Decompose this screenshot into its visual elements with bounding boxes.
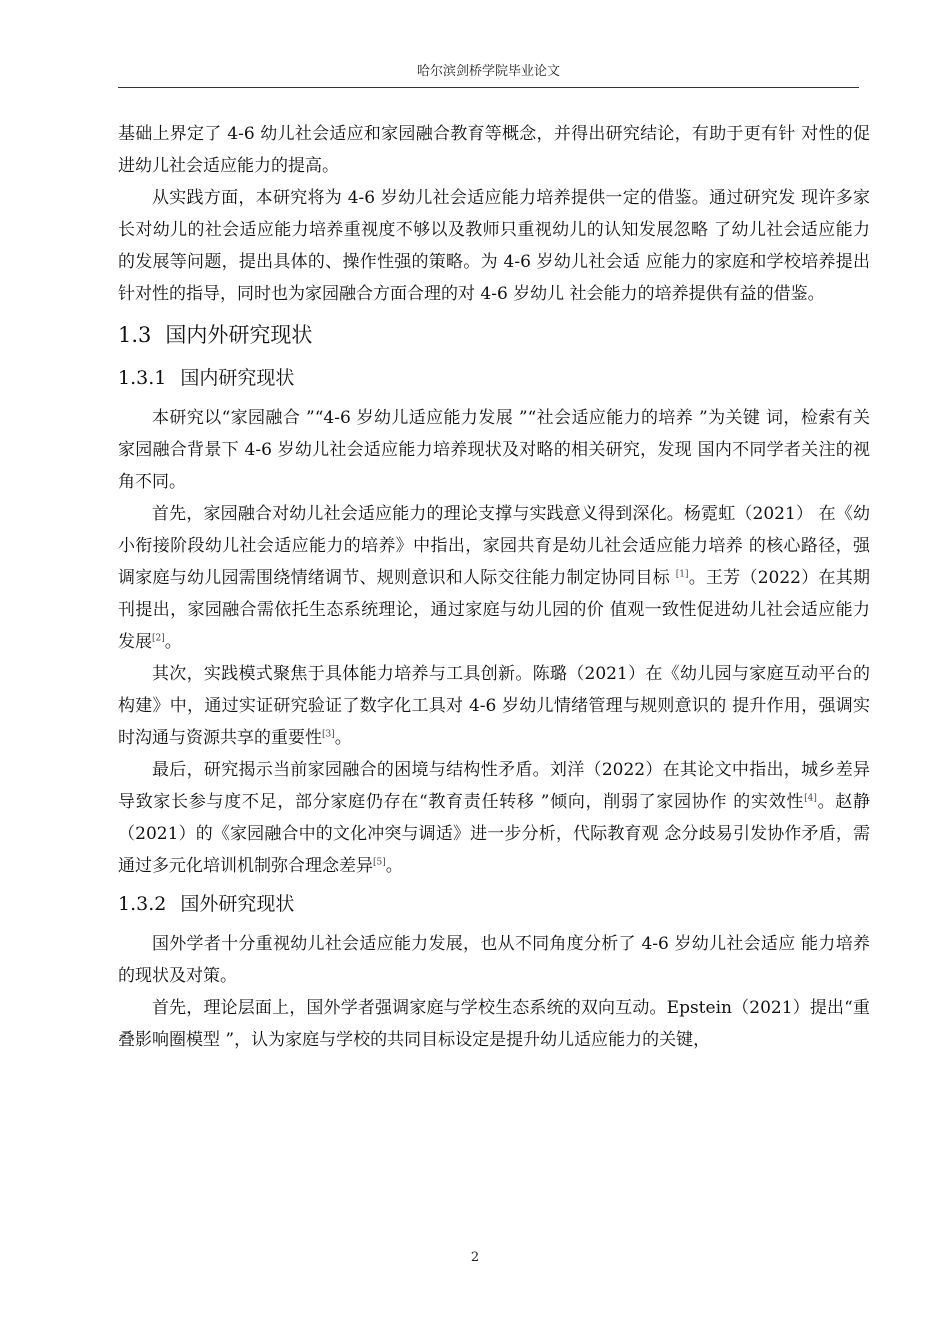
paragraph-text: 。 (385, 856, 403, 876)
section-heading-1-3 (118, 318, 870, 352)
paragraph-foreign-theory: 首先，理论层面上，国外学者强调家庭与学校生态系统的双向互动。Epstein（2021）提出“重叠影响圈模型 ”，认为家庭与学校的共同目标设定是提升幼儿适应能力的关键， (118, 998, 870, 1050)
paragraph-text: 最后，研究揭示当前家园融合的困境与结构性矛盾。刘洋（2022）在其论文中指出，城乡差异导致家长参与度不足，部分家庭仍存在“教育责任转移 ”倾向，削弱了家园协作 的实效性 (118, 760, 870, 812)
section-title: 国内外研究现状 (165, 323, 313, 347)
paragraph-text: 。 (164, 632, 182, 652)
subsection-title: 国内研究现状 (180, 367, 295, 389)
section-number: 1.3 (118, 323, 152, 347)
paragraph-domestic-practice (118, 658, 870, 754)
subsection-heading-1-3-1 (118, 362, 870, 394)
subsection-title: 国外研究现状 (180, 893, 295, 915)
paragraph-text: 。 (334, 728, 352, 748)
page-number: 2 (470, 1250, 480, 1265)
citation-ref[interactable]: [2] (152, 633, 165, 644)
subsection-heading-1-3-2 (118, 888, 870, 920)
paragraph-text: 其次，实践模式聚焦于具体能力培养与工具创新。陈璐（2021）在《幼儿园与家庭互动平台的构建》中，通过实证研究验证了数字化工具对 4-6 岁幼儿情绪管理与规则意识的 提升作用，强调实时沟通与资源共享的重要性 (118, 664, 870, 748)
citation-ref[interactable]: [1] (675, 569, 689, 580)
paragraph-text: 。赵静（2021）的《家园融合中的文化冲突与调适》进一步分析，代际教育观 念分歧易引发协作矛盾，需通过多元化培训机制弥合理念差异 (118, 792, 870, 876)
paragraph-domestic-challenges (118, 754, 870, 882)
citation-ref[interactable]: [4] (804, 793, 817, 804)
paragraph-text: 首先，家园融合对幼儿社会适应能力的理论支撑与实践意义得到深化。杨霓虹（2021） 在《幼小衔接阶段幼儿社会适应能力的培养》中指出，家园共育是幼儿社会适应能力培养 的核心路径，强调家庭与幼儿园需围绕情绪调节、规则意识和人际交往能力制定协同目标 (118, 504, 870, 588)
subsection-number: 1.3.1 (118, 367, 167, 389)
paragraph-domestic-theory (118, 498, 870, 658)
subsection-number: 1.3.2 (118, 893, 167, 915)
citation-ref[interactable]: [5] (373, 857, 386, 868)
paragraph-research-significance-practice: 从实践方面，本研究将为 4-6 岁幼儿社会适应能力培养提供一定的借鉴。通过研究发 现许多家长对幼儿的社会适应能力培养重视度不够以及教师只重视幼儿的认知发展忽略 了幼儿社会适应能力的发展等问题，提出具体的、操作性强的策略。为 4-6 岁幼儿社会适 应能力的家庭和学校培养提出针对性的指导，同时也为家园融合方面合理的对 4-6 岁幼儿 社会能力的培养提供有益的借鉴。 (118, 188, 870, 304)
running-header: 哈尔滨剑桥学院毕业论文 (118, 60, 859, 88)
page-body (118, 118, 870, 1056)
paragraph-domestic-intro: 本研究以“家园融合 ”“4-6 岁幼儿适应能力发展 ”“社会适应能力的培养 ”为关键 词，检索有关家园融合背景下 4-6 岁幼儿社会适应能力培养现状及对略的相关研究，发现 国内不同学者关注的视角不同。 (118, 408, 870, 492)
paragraph-foreign-intro: 国外学者十分重视幼儿社会适应能力发展，也从不同角度分析了 4-6 岁幼儿社会适应 能力培养的现状及对策。 (118, 934, 870, 986)
paragraph-text: 。王芳（2022）在其期刊提出，家园融合需依托生态系统理论，通过家庭与幼儿园的价 值观一致性促进幼儿社会适应能力发展 (118, 568, 870, 652)
citation-ref[interactable]: [3] (322, 729, 335, 740)
paragraph-research-significance-theory: 基础上界定了 4-6 幼儿社会适应和家园融合教育等概念，并得出研究结论，有助于更有针 对性的促进幼儿社会适应能力的提高。 (118, 124, 870, 176)
